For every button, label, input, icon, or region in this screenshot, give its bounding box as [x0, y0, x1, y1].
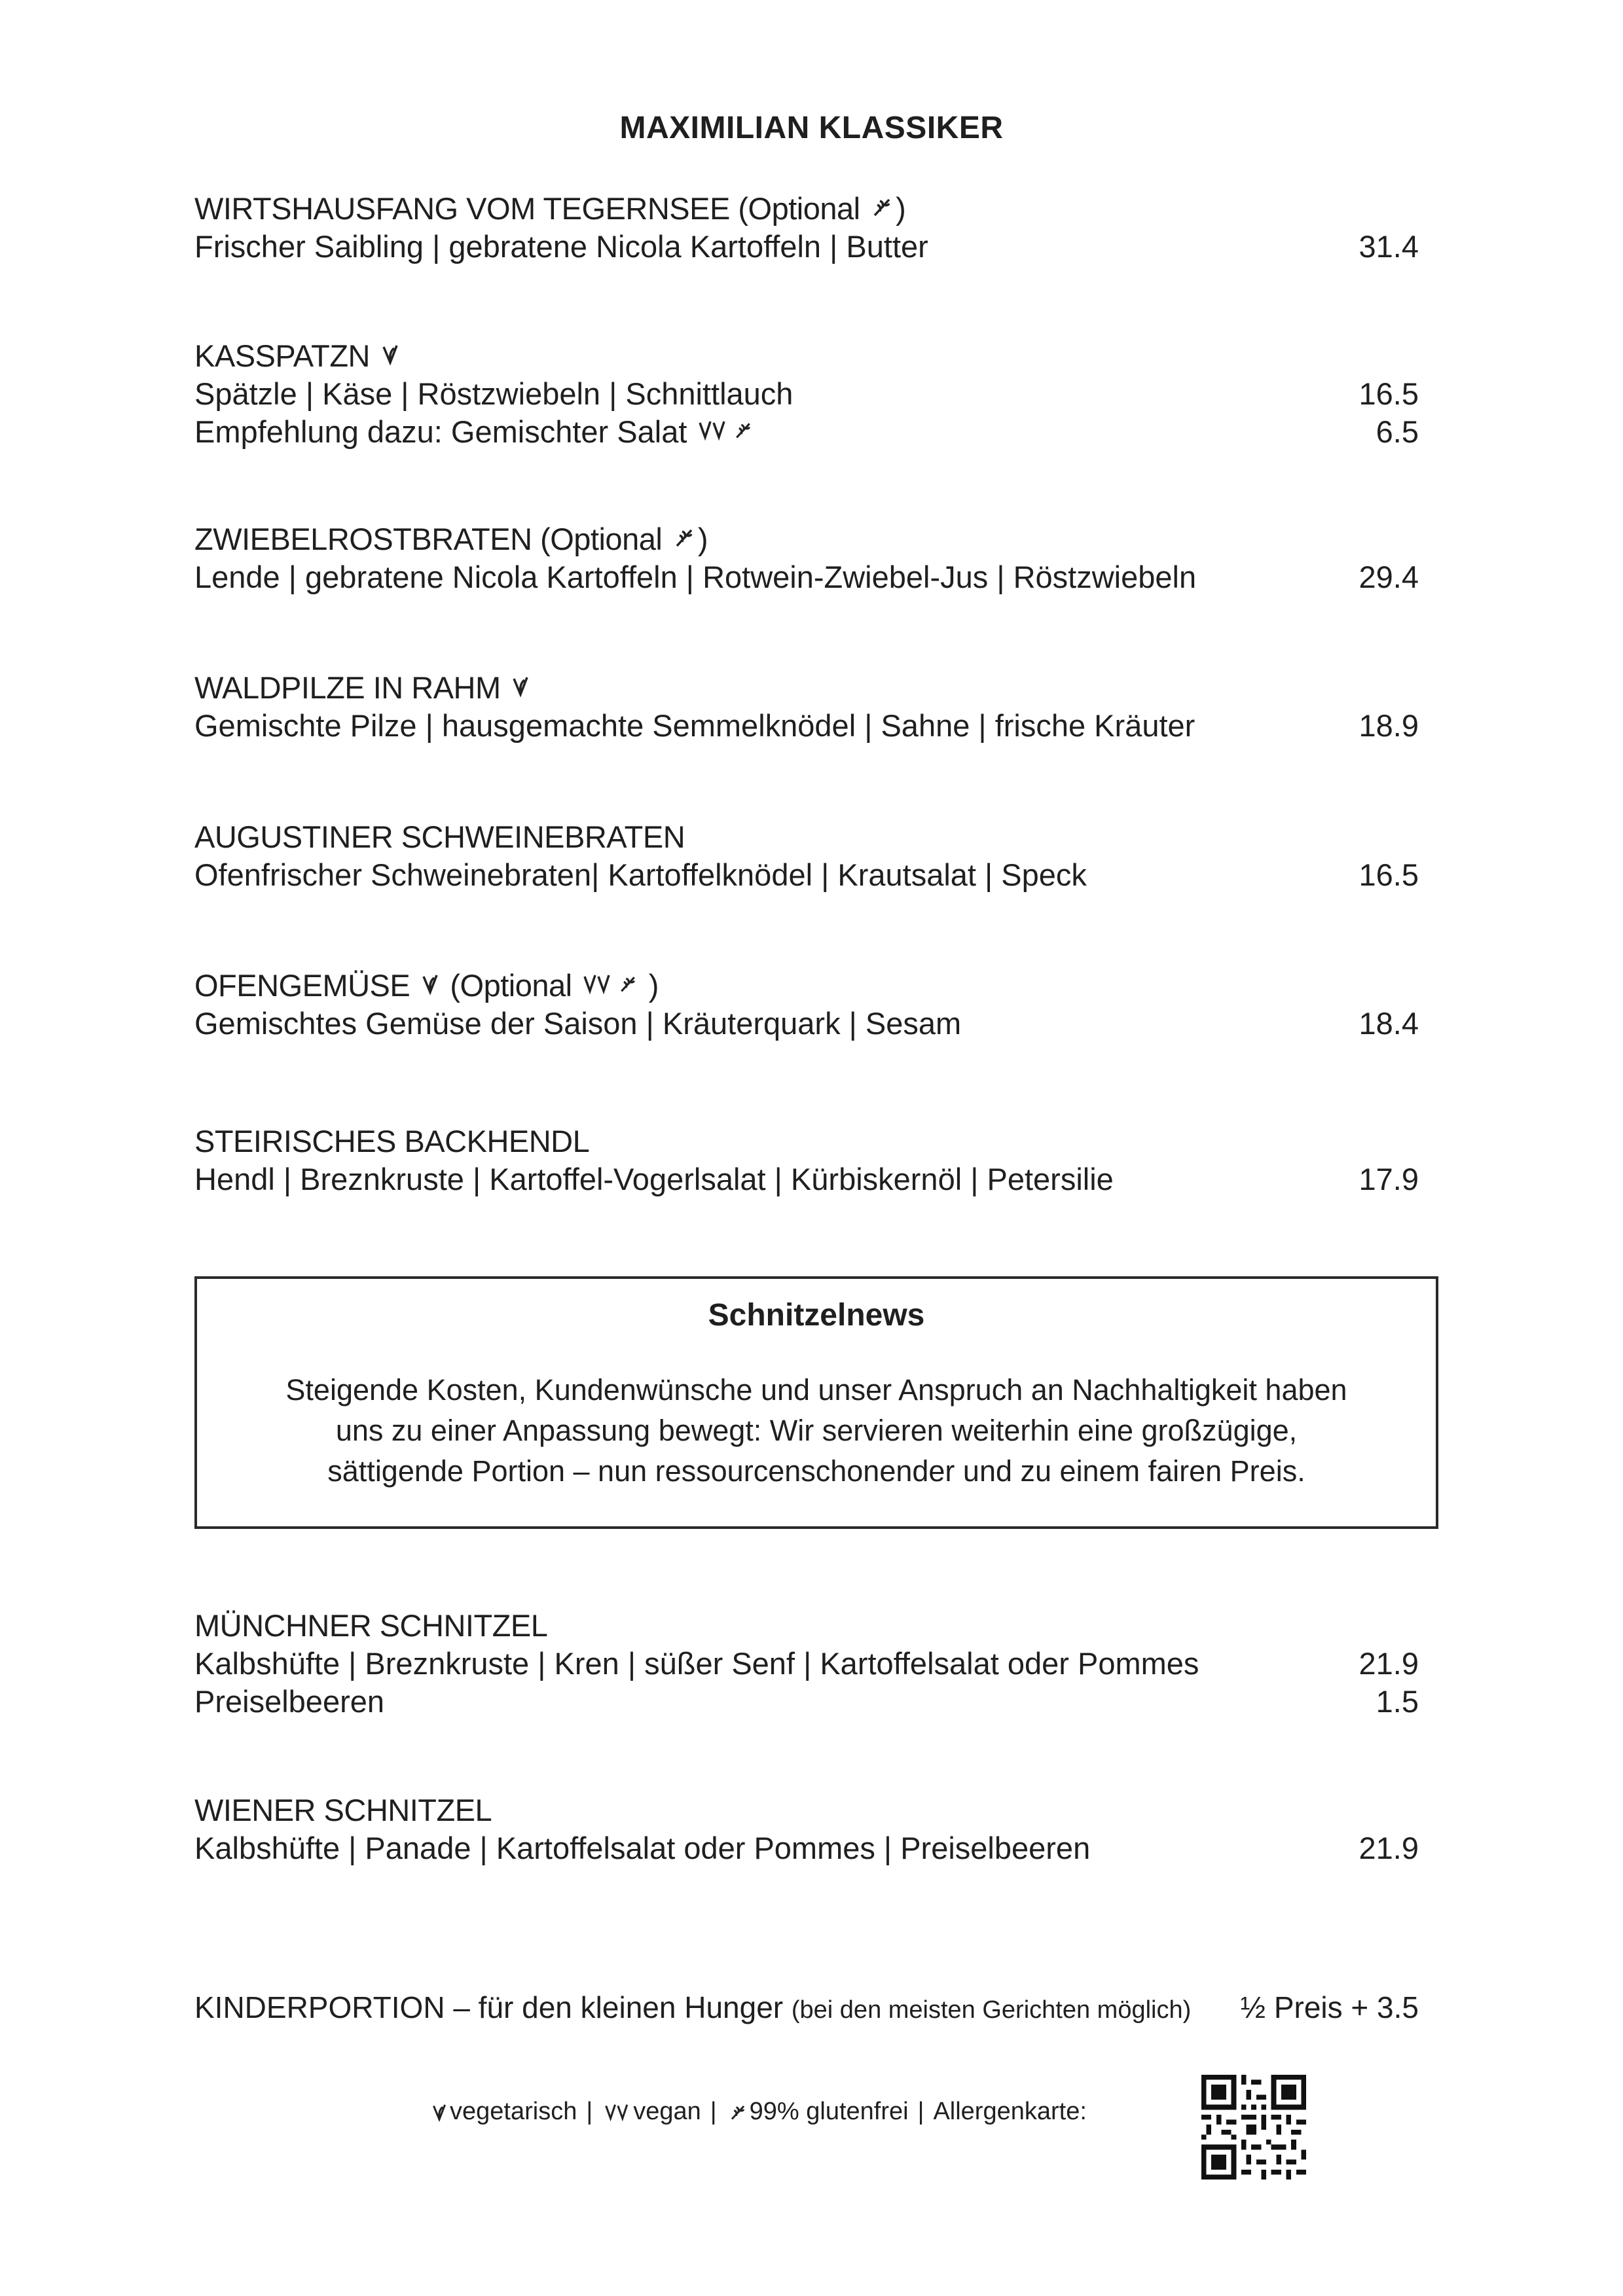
- dish-row: [194, 856, 1419, 894]
- dish-name: AUGUSTINER SCHWEINEBRATEN: [194, 819, 685, 854]
- dish-name: ZWIEBELROSTBRATEN (Optional ): [194, 522, 708, 556]
- dish-waldpilze: [194, 669, 1419, 745]
- dish-price: 16.5: [1359, 857, 1419, 892]
- dish-price: 31.4: [1359, 229, 1419, 264]
- dish-muenchner-schnitzel: [194, 1607, 1419, 1721]
- dish-name: MÜNCHNER SCHNITZEL: [194, 1608, 548, 1643]
- dish-name: WIRTSHAUSFANG VOM TEGERNSEE (Optional ): [194, 191, 906, 226]
- dish-name: WIENER SCHNITZEL: [194, 1793, 492, 1827]
- vegetarian-icon: [511, 675, 530, 697]
- dish-name: OFENGEMÜSE (Optional ): [194, 968, 659, 1003]
- legend-glutenfree: 99% glutenfrei: [749, 2098, 909, 2125]
- dish-description: Lende | gebratene Nicola Kartoffeln | Rotwein-Zwiebel-Jus | Röstzwiebeln: [194, 560, 1197, 594]
- vegan-icon: [604, 2102, 630, 2122]
- dish-name: WALDPILZE IN RAHM: [194, 669, 1419, 707]
- dish-extra-price: 1.5: [1376, 1684, 1419, 1719]
- legend-allergen: Allergenkarte:: [933, 2098, 1087, 2125]
- dish-row: [194, 1160, 1419, 1198]
- dish-description: Gemischte Pilze | hausgemachte Semmelknödel | Sahne | frische Kräuter: [194, 708, 1195, 743]
- dish-extra-row: [194, 413, 1419, 451]
- legend: vegetarisch | vegan | 99% glutenfrei | Allergenkarte:: [429, 2098, 1087, 2126]
- glutenfree-icon: [871, 196, 893, 218]
- dish-extra-row: [194, 1683, 1419, 1721]
- legend-vegan: vegan: [633, 2098, 701, 2125]
- dish-row: [194, 228, 1419, 266]
- kids-price: ½ Preis + 3.5: [1240, 1990, 1419, 2024]
- dish-description: Frischer Saibling | gebratene Nicola Kartoffeln | Butter: [194, 229, 928, 264]
- dish-price: 18.9: [1359, 708, 1419, 743]
- dish-backhendl: [194, 1122, 1419, 1198]
- kids-label: KINDERPORTION – für den kleinen Hunger (bei den meisten Gerichten möglich): [194, 1990, 1192, 2024]
- dish-ofengemuese: [194, 967, 1419, 1043]
- dish-row: [194, 1005, 1419, 1043]
- dish-wiener-schnitzel: [194, 1791, 1419, 1867]
- vegetarian-icon: [381, 343, 399, 365]
- dish-extra-description: Preiselbeeren: [194, 1684, 385, 1719]
- qr-code-icon[interactable]: [1201, 2075, 1306, 2179]
- dish-row: [194, 1645, 1419, 1683]
- dish-extra-price: 6.5: [1376, 414, 1419, 449]
- glutenfree-icon: [729, 2102, 747, 2122]
- glutenfree-icon: [733, 419, 753, 441]
- dish-zwiebelrostbraten: [194, 520, 1419, 596]
- dish-price: 21.9: [1359, 1831, 1419, 1865]
- dish-name: STEIRISCHES BACKHENDL: [194, 1124, 590, 1158]
- dish-price: 17.9: [1359, 1162, 1419, 1196]
- dish-description: Kalbshüfte | Panade | Kartoffelsalat oder Pommes | Preiselbeeren: [194, 1831, 1091, 1865]
- kids-portion: [194, 1990, 1419, 2025]
- dish-extra-description: Empfehlung dazu: Gemischter Salat: [194, 413, 756, 451]
- dish-price: 29.4: [1359, 560, 1419, 594]
- schnitzelnews-box: [194, 1276, 1438, 1529]
- page-title: MAXIMILIAN KLASSIKER: [619, 111, 1004, 145]
- notice-text: Steigende Kosten, Kundenwünsche und unser Anspruch an Nachhaltigkeit haben uns zu einer Anpassung bewegt: Wir servieren weiterhin eine großzügige, sättigende Portion – nun ressourcenschonender und zu einem fairen Preis.: [285, 1373, 1347, 1488]
- dish-description: Kalbshüfte | Breznkruste | Kren | süßer Senf | Kartoffelsalat oder Pommes: [194, 1646, 1199, 1681]
- dish-price: 16.5: [1359, 376, 1419, 411]
- dish-description: Spätzle | Käse | Röstzwiebeln | Schnittlauch: [194, 376, 793, 411]
- vegan-icon: [698, 419, 728, 441]
- dish-description: Hendl | Breznkruste | Kartoffel-Vogerlsalat | Kürbiskernöl | Petersilie: [194, 1162, 1114, 1196]
- vegetarian-icon: [431, 2102, 447, 2122]
- dish-row: [194, 1829, 1419, 1867]
- notice-title: Schnitzelnews: [708, 1298, 925, 1333]
- dish-description: Gemischtes Gemüse der Saison | Kräuterquark | Sesam: [194, 1006, 962, 1041]
- dish-price: 21.9: [1359, 1646, 1419, 1681]
- dish-kasspatzn: [194, 337, 1419, 451]
- dish-schweinebraten: [194, 818, 1419, 894]
- dish-wirtshausfang: [194, 190, 1419, 266]
- dish-row: [194, 375, 1419, 413]
- dish-price: 18.4: [1359, 1006, 1419, 1041]
- vegan-icon: [583, 973, 613, 995]
- dish-description: Ofenfrischer Schweinebraten| Kartoffelknödel | Krautsalat | Speck: [194, 857, 1087, 892]
- glutenfree-icon: [618, 973, 638, 995]
- dish-row: [194, 707, 1419, 745]
- dish-name: KASSPATZN: [194, 337, 1419, 375]
- legend-vegetarian: vegetarisch: [450, 2098, 577, 2125]
- glutenfree-icon: [673, 526, 695, 548]
- dish-row: [194, 558, 1419, 596]
- vegetarian-icon: [421, 973, 439, 995]
